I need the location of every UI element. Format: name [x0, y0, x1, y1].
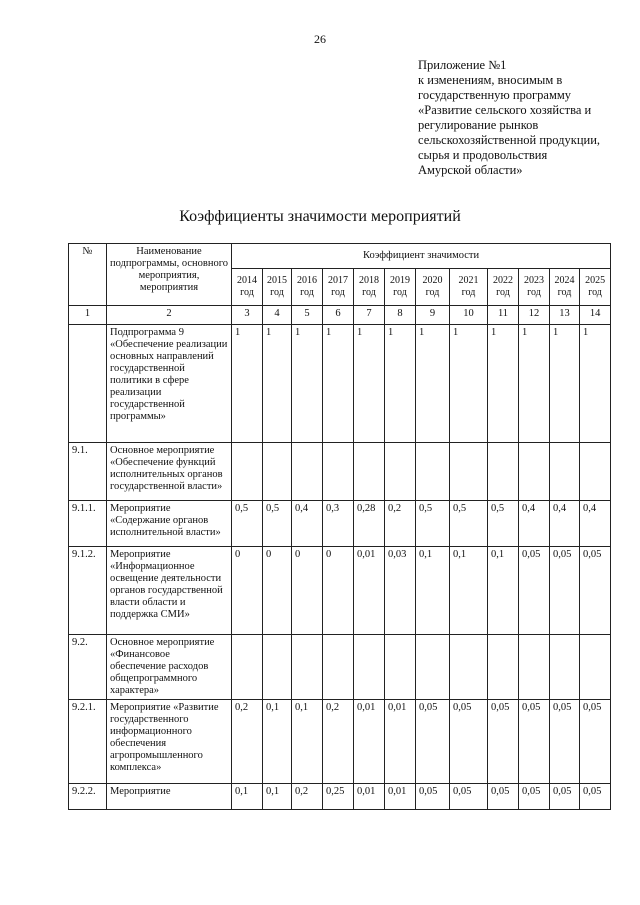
year-header: 2025 год — [580, 269, 611, 306]
coefficient-value: 1 — [450, 325, 488, 443]
column-number: 1 — [69, 306, 107, 325]
year-header: 2021 год — [450, 269, 488, 306]
column-number: 13 — [550, 306, 580, 325]
coefficient-value: 0,05 — [416, 700, 450, 784]
coefficient-value: 0 — [263, 547, 292, 635]
table-row — [69, 501, 611, 547]
coefficient-value — [580, 635, 611, 700]
coefficient-value — [232, 635, 263, 700]
year-header: 2024 год — [550, 269, 580, 306]
coefficient-value — [385, 443, 416, 501]
coefficient-value — [450, 635, 488, 700]
column-number: 14 — [580, 306, 611, 325]
appendix-line: сельскохозяйственной продукции, — [418, 133, 601, 147]
coefficient-value — [292, 635, 323, 700]
row-number: 9.2.2. — [69, 784, 107, 810]
coefficient-value: 0,05 — [450, 700, 488, 784]
coefficient-value — [519, 443, 550, 501]
coefficient-value: 0,4 — [550, 501, 580, 547]
appendix-line: регулирование рынков — [418, 118, 539, 132]
coefficient-value: 1 — [519, 325, 550, 443]
row-name: Мероприятие «Развитие государственного информационного обеспечения агропромышленного комплекса» — [107, 700, 232, 784]
coefficient-value: 0,05 — [550, 547, 580, 635]
coefficient-value: 0,05 — [580, 700, 611, 784]
column-number: 8 — [385, 306, 416, 325]
coefficient-value: 0,4 — [292, 501, 323, 547]
coefficient-value: 0,1 — [263, 700, 292, 784]
coefficient-value — [323, 443, 354, 501]
coefficient-value: 0,5 — [232, 501, 263, 547]
coefficient-value: 0,05 — [550, 784, 580, 810]
column-number: 2 — [107, 306, 232, 325]
table-row — [69, 547, 611, 635]
table-row — [69, 325, 611, 443]
coefficient-value: 0,05 — [580, 784, 611, 810]
row-number: 9.2. — [69, 635, 107, 700]
coefficient-value — [550, 443, 580, 501]
coefficient-value: 0,5 — [488, 501, 519, 547]
table-row — [69, 635, 611, 700]
row-number: 9.1.1. — [69, 501, 107, 547]
coefficient-value: 1 — [580, 325, 611, 443]
coefficient-value — [519, 635, 550, 700]
coefficient-value: 0,1 — [488, 547, 519, 635]
coefficient-value: 0,2 — [385, 501, 416, 547]
year-header: 2020 год — [416, 269, 450, 306]
year-header: 2022 год — [488, 269, 519, 306]
header-coefficient: Коэффициент значимости — [232, 244, 611, 269]
coefficient-value: 0 — [323, 547, 354, 635]
coefficient-value: 0,05 — [519, 700, 550, 784]
coefficient-value: 0,2 — [292, 784, 323, 810]
coefficient-value: 0,1 — [232, 784, 263, 810]
coefficient-value: 0,28 — [354, 501, 385, 547]
column-number: 12 — [519, 306, 550, 325]
coefficient-value — [416, 635, 450, 700]
coefficient-value: 0,01 — [385, 784, 416, 810]
column-number: 4 — [263, 306, 292, 325]
coefficient-value: 0,5 — [416, 501, 450, 547]
row-number: 9.2.1. — [69, 700, 107, 784]
coefficient-value: 1 — [416, 325, 450, 443]
table-row — [69, 784, 611, 810]
coefficient-value — [323, 635, 354, 700]
coefficient-value — [580, 443, 611, 501]
row-name: Основное мероприятие «Обеспечение функций исполнительных органов государственной власти» — [107, 443, 232, 501]
coefficient-value: 0,5 — [263, 501, 292, 547]
year-header: 2015 год — [263, 269, 292, 306]
coefficient-value: 0,4 — [580, 501, 611, 547]
appendix-line: «Развитие сельского хозяйства и — [418, 103, 592, 117]
row-number — [69, 325, 107, 443]
coefficient-value — [292, 443, 323, 501]
year-header: 2014 год — [232, 269, 263, 306]
year-header: 2018 год — [354, 269, 385, 306]
coefficient-value: 0,3 — [323, 501, 354, 547]
coefficient-value — [416, 443, 450, 501]
coefficient-value: 1 — [323, 325, 354, 443]
coefficient-value: 0,1 — [292, 700, 323, 784]
coefficient-value — [488, 635, 519, 700]
row-name: Мероприятие — [107, 784, 232, 810]
coefficient-value: 0,1 — [416, 547, 450, 635]
coefficient-value: 0,4 — [519, 501, 550, 547]
row-name: Подпрограмма 9 «Обеспечение реализации основных направлений государственной политики в сфере реализации государственной программы» — [107, 325, 232, 443]
coefficient-value: 0,01 — [385, 700, 416, 784]
coefficient-value: 1 — [385, 325, 416, 443]
table-header-row — [69, 244, 611, 269]
row-name: Мероприятие «Содержание органов исполнительной власти» — [107, 501, 232, 547]
document-title: Коэффициенты значимости мероприятий — [179, 208, 461, 225]
row-number: 9.1. — [69, 443, 107, 501]
coefficient-value — [263, 635, 292, 700]
column-number: 9 — [416, 306, 450, 325]
coefficient-value — [354, 635, 385, 700]
coefficient-value — [550, 635, 580, 700]
coefficient-value: 0,05 — [550, 700, 580, 784]
appendix-line: сырья и продовольствия — [418, 148, 548, 162]
column-number: 3 — [232, 306, 263, 325]
row-name: Мероприятие «Информационное освещение деятельности органов государственной власти области и поддержка СМИ» — [107, 547, 232, 635]
column-number: 7 — [354, 306, 385, 325]
row-number: 9.1.2. — [69, 547, 107, 635]
coefficient-value: 0,25 — [323, 784, 354, 810]
coefficient-value: 0,2 — [323, 700, 354, 784]
year-header: 2023 год — [519, 269, 550, 306]
page-number: 26 — [314, 32, 326, 46]
coefficient-value — [263, 443, 292, 501]
year-header: 2016 год — [292, 269, 323, 306]
column-number: 11 — [488, 306, 519, 325]
coefficient-value: 0,05 — [488, 784, 519, 810]
year-header: 2017 год — [323, 269, 354, 306]
coefficient-value: 1 — [232, 325, 263, 443]
appendix-line: Амурской области» — [418, 163, 523, 177]
coefficient-value — [488, 443, 519, 501]
coefficient-value: 1 — [354, 325, 385, 443]
coefficient-value: 1 — [292, 325, 323, 443]
coefficient-value: 0,05 — [416, 784, 450, 810]
column-numbers-row — [69, 306, 611, 325]
coefficient-value — [450, 443, 488, 501]
year-header: 2019 год — [385, 269, 416, 306]
appendix-line: к изменениям, вносимым в — [418, 73, 563, 87]
header-name: Наименование подпрограммы, основного мероприятия, мероприятия — [107, 244, 232, 306]
appendix-block — [418, 58, 633, 178]
coefficient-value: 0,01 — [354, 784, 385, 810]
coefficient-value: 0,01 — [354, 547, 385, 635]
coefficient-value: 1 — [550, 325, 580, 443]
table-row — [69, 700, 611, 784]
coefficient-value: 0 — [232, 547, 263, 635]
coefficient-value: 0,5 — [450, 501, 488, 547]
coefficient-value: 0,1 — [263, 784, 292, 810]
coefficient-value: 0,1 — [450, 547, 488, 635]
row-name: Основное мероприятие «Финансовое обеспечение расходов общепрограммного характера» — [107, 635, 232, 700]
coefficient-value: 1 — [488, 325, 519, 443]
coefficient-value: 0,05 — [450, 784, 488, 810]
coefficient-value — [385, 635, 416, 700]
coefficients-table — [68, 243, 611, 810]
coefficient-value: 0 — [292, 547, 323, 635]
coefficient-value: 0,03 — [385, 547, 416, 635]
coefficient-value: 0,05 — [580, 547, 611, 635]
column-number: 6 — [323, 306, 354, 325]
coefficient-value: 0,05 — [488, 700, 519, 784]
coefficient-value: 0,2 — [232, 700, 263, 784]
coefficient-value: 1 — [263, 325, 292, 443]
table-row — [69, 443, 611, 501]
appendix-line: государственную программу — [418, 88, 572, 102]
column-number: 5 — [292, 306, 323, 325]
column-number: 10 — [450, 306, 488, 325]
coefficient-value — [232, 443, 263, 501]
appendix-line: Приложение №1 — [418, 58, 507, 72]
coefficient-value: 0,05 — [519, 547, 550, 635]
header-number: № — [69, 244, 107, 306]
coefficient-value: 0,05 — [519, 784, 550, 810]
coefficient-value — [354, 443, 385, 501]
coefficient-value: 0,01 — [354, 700, 385, 784]
